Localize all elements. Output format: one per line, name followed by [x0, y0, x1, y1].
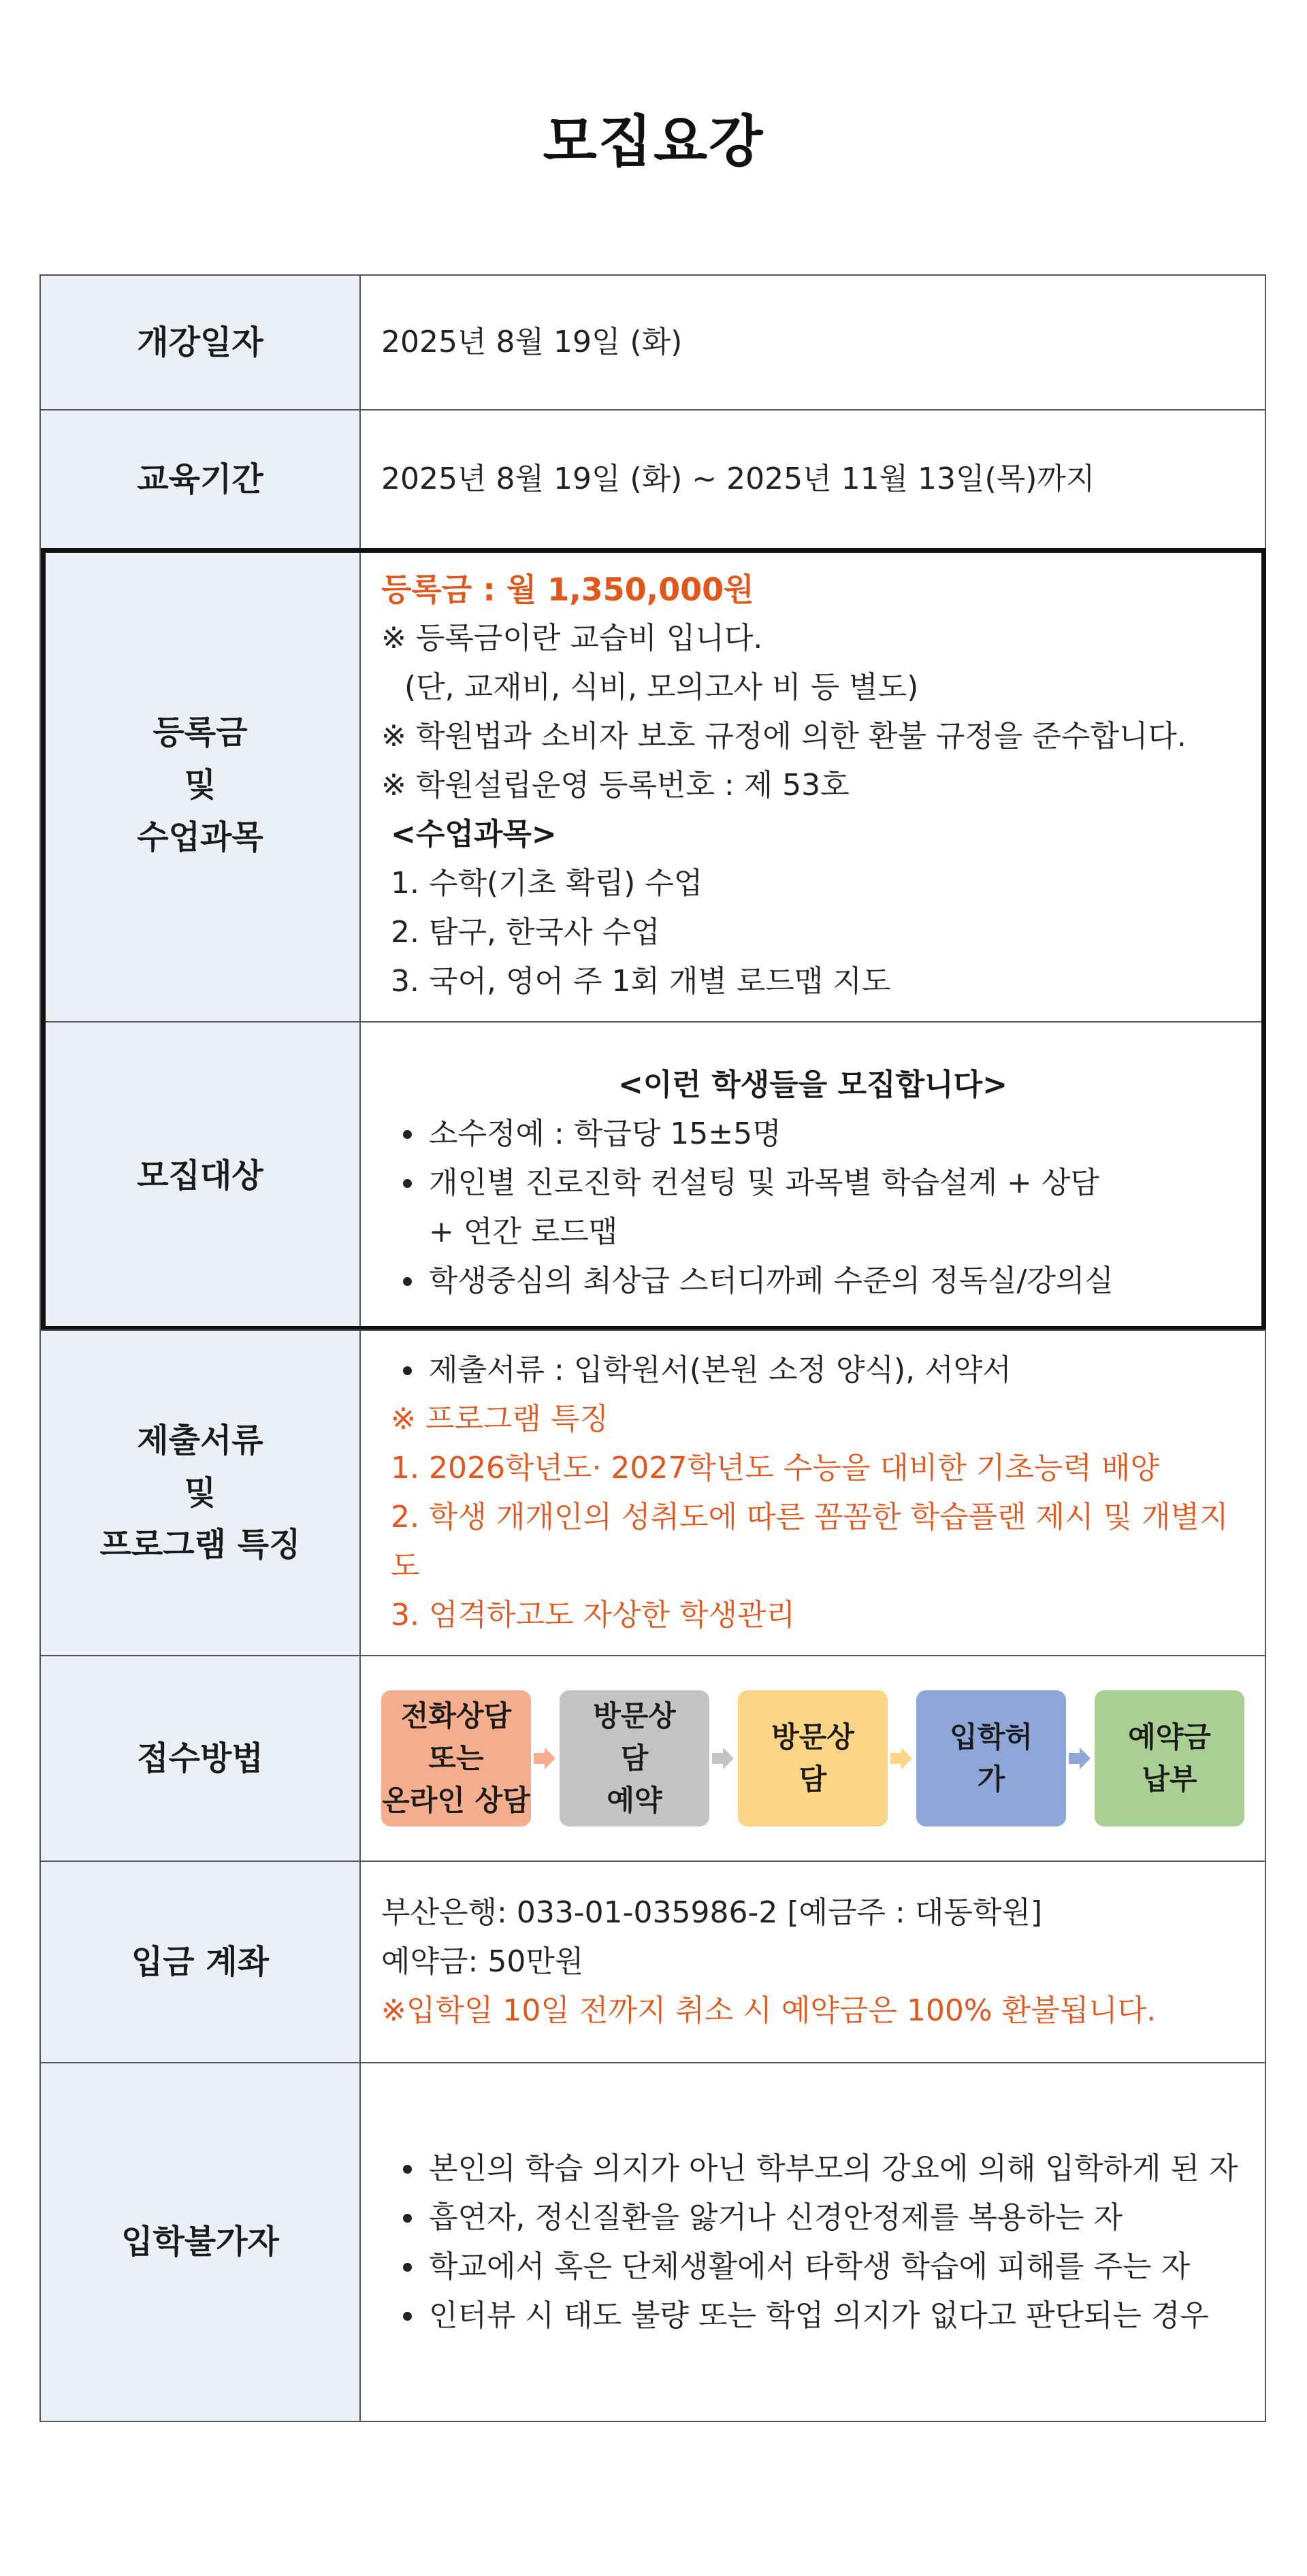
period-label: 교육기간 — [41, 410, 361, 548]
period-row — [39, 409, 1266, 549]
arrow-right-icon — [1066, 1690, 1095, 1826]
tuition-note: ※ 학원법과 소비자 보호 규정에 의한 환불 규정을 준수합니다. — [381, 718, 1187, 754]
documents-row — [39, 1330, 1266, 1656]
program-title: ※ 프로그램 특징 — [391, 1402, 609, 1436]
application-steps — [381, 1690, 1244, 1826]
course-item: 1. 수학(기초 확립) 수업 — [391, 865, 703, 901]
documents-label-line: 프로그램 특징 — [99, 1526, 301, 1564]
application-step — [738, 1690, 888, 1826]
target-row — [39, 1021, 1266, 1331]
tuition-note: ※ 등록금이란 교습비 입니다. — [381, 620, 763, 656]
account-label: 입금 계좌 — [41, 1862, 361, 2062]
ineligible-item: 인터뷰 시 태도 불량 또는 학업 의지가 없다고 판단되는 경우 — [402, 2291, 1244, 2340]
documents-label — [41, 1331, 361, 1655]
account-deposit: 예약금: 50만원 — [381, 1944, 584, 1979]
tuition-note: (단, 교재비, 식비, 모의고사 비 등 별도) — [404, 669, 919, 705]
application-step — [1095, 1690, 1244, 1826]
opening-date-label: 개강일자 — [41, 276, 361, 409]
application-step — [916, 1690, 1066, 1826]
tuition-fee: 등록금 : 월 1,350,000원 — [381, 570, 754, 608]
application-step-text: 가 — [977, 1762, 1005, 1796]
opening-date-row — [39, 274, 1266, 410]
application-label: 접수방법 — [41, 1656, 361, 1861]
application-step-text: 예약금 — [1128, 1720, 1211, 1754]
application-step — [381, 1690, 531, 1826]
application-step-text: 온라인 상담 — [382, 1784, 530, 1817]
application-step-text: 예약 — [607, 1784, 662, 1817]
tuition-note: ※ 학원설립운영 등록번호 : 제 53호 — [381, 767, 850, 803]
application-step-text: 방문상 — [593, 1699, 676, 1733]
program-item: 3. 엄격하고도 자상한 학생관리 — [391, 1598, 795, 1632]
application-step-text: 또는 — [428, 1741, 484, 1775]
application-step-text: 납부 — [1142, 1762, 1197, 1796]
arrow-right-icon — [531, 1690, 560, 1826]
documents-item: 제출서류 : 입학원서(본원 소정 양식), 서약서 — [402, 1346, 1244, 1395]
tuition-label-line: 수업과목 — [137, 818, 263, 856]
arrow-right-icon — [888, 1690, 916, 1826]
ineligible-item: 본인의 학습 의지가 아닌 학부모의 강요에 의해 입학하게 된 자 — [402, 2144, 1244, 2193]
period-value: 2025년 8월 19일 (화) ~ 2025년 11월 13일(목)까지 — [381, 462, 1095, 496]
account-refund-note: ※입학일 10일 전까지 취소 시 예약금은 100% 환불됩니다. — [381, 1993, 1157, 2028]
target-heading: <이런 학생들을 모집합니다> — [618, 1067, 1007, 1102]
arrow-right-icon — [709, 1690, 738, 1826]
application-step-text: 방문상 — [771, 1720, 854, 1754]
tuition-label-line: 등록금 — [152, 713, 248, 752]
application-row — [39, 1655, 1266, 1862]
target-item: 학생중심의 최상급 스터디까페 수준의 정독실/강의실 — [402, 1257, 1244, 1306]
page-title: 모집요강 — [543, 110, 764, 174]
target-label: 모집대상 — [41, 1023, 361, 1330]
course-item: 2. 탐구, 한국사 수업 — [391, 914, 660, 950]
course-item: 3. 국어, 영어 주 1회 개별 로드맵 지도 — [391, 963, 891, 999]
tuition-row — [39, 548, 1266, 1023]
target-item: 소수정예 : 학급당 15±5명 — [402, 1110, 1244, 1159]
target-item-continuation-text: + 연간 로드맵 — [429, 1214, 618, 1249]
account-bank: 부산은행: 033-01-035986-2 [예금주 : 대동학원] — [381, 1895, 1043, 1930]
application-step — [560, 1690, 709, 1826]
tuition-label — [41, 549, 361, 1021]
application-step-text: 담 — [620, 1741, 649, 1775]
ineligible-label: 입학불가자 — [41, 2063, 361, 2421]
documents-label-line: 및 — [184, 1473, 216, 1512]
application-step-text: 입학허 — [950, 1720, 1033, 1754]
account-row — [39, 1861, 1266, 2063]
application-step-text: 담 — [798, 1762, 827, 1796]
target-item: 개인별 진로진학 컨설팅 및 과목별 학습설계 + 상담 — [402, 1159, 1244, 1208]
application-step-text: 전화상담 — [400, 1699, 512, 1733]
courses-title: <수업과목> — [391, 816, 557, 852]
ineligible-item: 흡연자, 정신질환을 앓거나 신경안정제를 복용하는 자 — [402, 2193, 1244, 2242]
program-item: 2. 학생 개개인의 성취도에 따른 꼼꼼한 학습플랜 제시 및 개별지도 — [391, 1500, 1229, 1583]
ineligible-row — [39, 2062, 1266, 2422]
tuition-label-line: 및 — [184, 766, 216, 805]
ineligible-item: 학교에서 혹은 단체생활에서 타학생 학습에 피해를 주는 자 — [402, 2242, 1244, 2291]
opening-date-value: 2025년 8월 19일 (화) — [381, 325, 683, 359]
program-item: 1. 2026학년도· 2027학년도 수능을 대비한 기초능력 배양 — [391, 1451, 1159, 1485]
target-item-continuation — [402, 1208, 1244, 1257]
documents-label-line: 제출서류 — [137, 1421, 263, 1460]
